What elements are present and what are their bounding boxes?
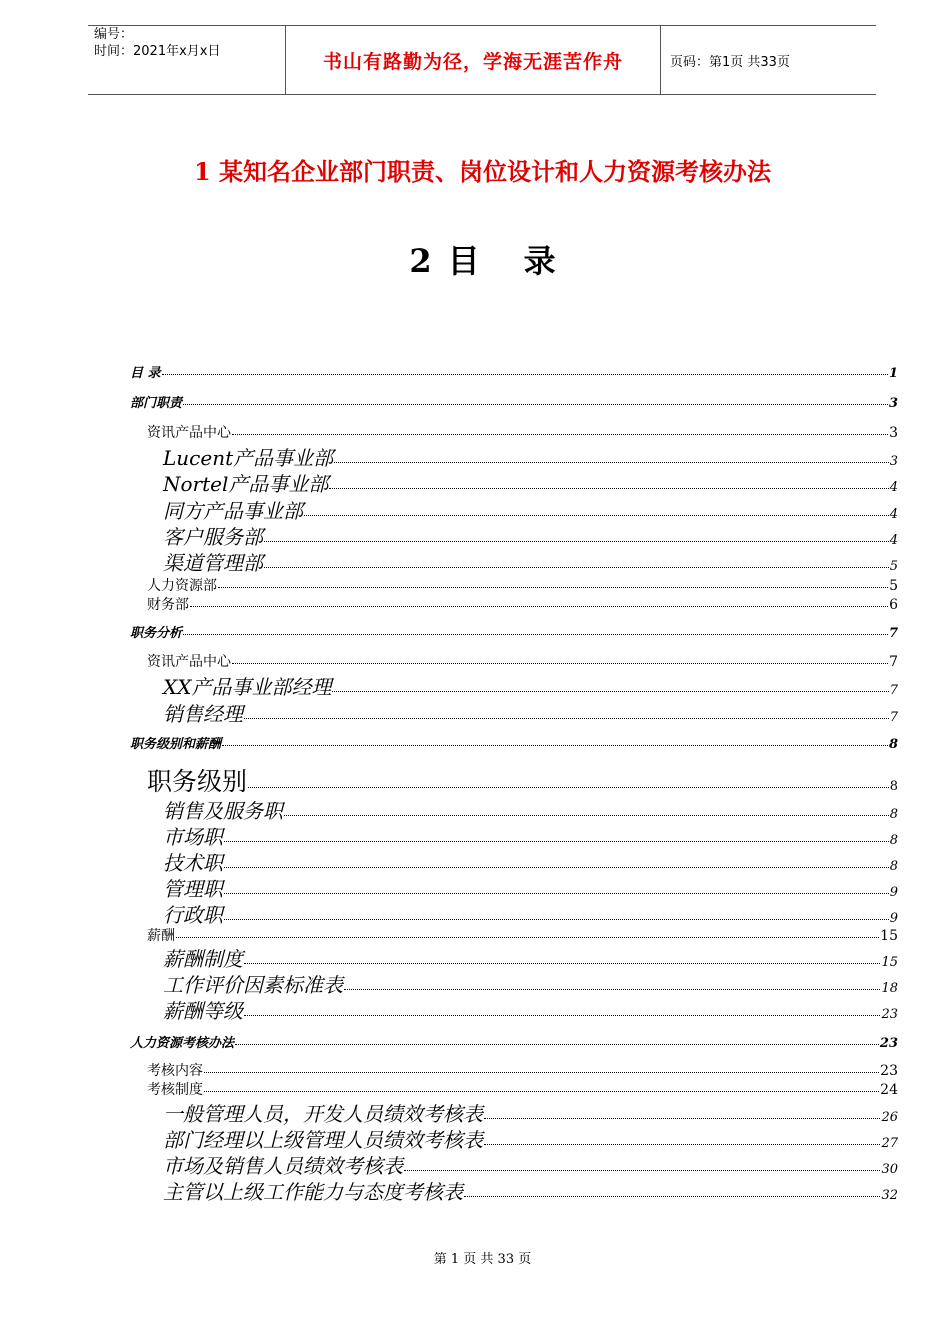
toc-entry[interactable] <box>130 1150 898 1179</box>
toc-entry-page: 23 <box>880 1063 898 1079</box>
toc-entry-label: 部门经理以上级管理人员绩效考核表 <box>163 1128 483 1152</box>
toc-entry-label: 销售及服务职 <box>163 799 283 823</box>
toc-entry-page: 7 <box>889 654 898 670</box>
toc-entry-page: 30 <box>881 1162 898 1177</box>
toc-entry[interactable] <box>130 1098 898 1127</box>
toc-entry-page: 8 <box>889 859 898 874</box>
toc-entry[interactable] <box>130 943 898 972</box>
toc-entry-label: 同方产品事业部 <box>163 499 303 523</box>
toc-entry-page: 7 <box>888 626 898 641</box>
toc-entry[interactable] <box>130 1124 898 1153</box>
toc-entry-page: 27 <box>881 1136 898 1151</box>
toc-entry-label: 职务级别和薪酬 <box>130 737 222 752</box>
toc-entry-label: 管理职 <box>163 877 223 901</box>
header-number-label: 编号： <box>94 27 134 42</box>
toc-entry[interactable] <box>130 925 898 945</box>
toc-entry-label: 销售经理 <box>163 702 243 726</box>
toc-entry-page: 23 <box>881 1007 898 1022</box>
header-time-label: 时间：2021年x月x日 <box>94 44 221 59</box>
toc-entry[interactable] <box>130 795 898 824</box>
toc-entry[interactable] <box>130 762 898 798</box>
toc-entry[interactable] <box>130 1060 898 1080</box>
header-page-label: 页码：第1页 共33页 <box>670 54 790 70</box>
toc-entry-label: 财务部 <box>147 597 189 613</box>
toc-entry-page: 7 <box>889 683 898 698</box>
toc-entry-page: 8 <box>889 833 898 848</box>
toc-entry-label: 客户服务部 <box>163 525 263 549</box>
toc-entry[interactable] <box>130 362 898 381</box>
toc-heading <box>0 236 950 282</box>
toc-entry-page: 3 <box>888 396 898 411</box>
toc-entry-page: 18 <box>881 981 898 996</box>
toc-entry[interactable] <box>130 622 898 641</box>
toc-entry-label: 薪酬等级 <box>163 999 243 1023</box>
toc-heading-number: 2 <box>409 242 432 280</box>
toc-entry-page: 7 <box>889 710 898 725</box>
toc-entry-label: 资讯产品中心 <box>147 425 231 441</box>
toc-entry-label: 人力资源部 <box>147 578 217 594</box>
toc-entry-page: 26 <box>881 1110 898 1125</box>
toc-entry-label: 技术职 <box>163 851 223 875</box>
toc-entry-page: 9 <box>889 885 898 900</box>
toc-entry-page: 4 <box>889 507 898 522</box>
toc-entry-label: 主管以上级工作能力与态度考核表 <box>163 1180 463 1204</box>
toc-entry-label: 行政职 <box>163 903 223 927</box>
toc-entry-page: 1 <box>888 366 898 381</box>
toc-entry-page: 5 <box>889 578 898 594</box>
toc-entry[interactable] <box>130 698 898 727</box>
toc-entry[interactable] <box>130 821 898 850</box>
toc-entry[interactable] <box>130 594 898 614</box>
toc-entry-page: 3 <box>889 425 898 441</box>
toc-entry[interactable] <box>130 995 898 1024</box>
toc-entry[interactable] <box>130 495 898 524</box>
toc-entry[interactable] <box>130 547 898 576</box>
toc-entry[interactable] <box>130 651 898 671</box>
toc-entry[interactable] <box>130 873 898 902</box>
toc-entry[interactable] <box>130 1079 898 1099</box>
toc-entry-label: Nortel产品事业部 <box>163 472 329 496</box>
toc-entry[interactable] <box>130 969 898 998</box>
toc-entry-page: 15 <box>880 928 898 944</box>
header-motto: 书山有路勤为径，学海无涯苦作舟 <box>286 26 661 94</box>
toc-entry-page: 6 <box>889 597 898 613</box>
toc-entry[interactable] <box>130 671 898 700</box>
toc-entry-label: 考核内容 <box>147 1063 203 1079</box>
toc-entry-label: 职务分析 <box>130 626 183 641</box>
toc-entry[interactable] <box>130 899 898 928</box>
toc-entry-page: 4 <box>889 480 898 495</box>
toc-entry-page: 24 <box>880 1082 898 1098</box>
toc-entry-label: 一般管理人员，开发人员绩效考核表 <box>163 1102 483 1126</box>
toc-entry[interactable] <box>130 847 898 876</box>
toc-entry-label: 考核制度 <box>147 1082 203 1098</box>
toc-entry-page: 3 <box>889 454 898 469</box>
toc-entry-page: 15 <box>881 955 898 970</box>
toc-entry[interactable] <box>130 733 898 752</box>
toc-entry-label: 渠道管理部 <box>163 551 263 575</box>
toc-entry-label: 市场及销售人员绩效考核表 <box>163 1154 403 1178</box>
toc-entry-label: 职务级别 <box>147 767 248 796</box>
toc-entry-page: 4 <box>889 533 898 548</box>
toc-heading-char-2: 录 <box>523 242 556 280</box>
toc-entry[interactable] <box>130 422 898 442</box>
toc-entry-label: 人力资源考核办法 <box>130 1036 235 1051</box>
toc-entry-label: 目 录 <box>130 366 161 381</box>
toc-entry-label: XX产品事业部经理 <box>163 675 332 699</box>
toc-heading-char-1: 目 <box>447 242 480 280</box>
toc-entry-page: 8 <box>888 737 898 752</box>
page-header <box>88 25 876 95</box>
toc-entry[interactable] <box>130 442 898 471</box>
page-footer: 第 1 页 共 33 页 <box>433 1252 532 1267</box>
toc-entry-page: 5 <box>889 559 898 574</box>
toc-entry-label: 资讯产品中心 <box>147 654 231 670</box>
toc-entry[interactable] <box>130 392 898 411</box>
toc-entry-label: Lucent产品事业部 <box>163 446 334 470</box>
toc-entry-label: 工作评价因素标准表 <box>163 973 343 997</box>
toc-entry-page: 23 <box>879 1036 898 1051</box>
document-title: 1 某知名企业部门职责、岗位设计和人力资源考核办法 <box>193 157 772 186</box>
toc-entry-page: 32 <box>881 1188 898 1203</box>
toc-entry-label: 薪酬 <box>147 928 175 944</box>
toc-entry[interactable] <box>130 1032 898 1051</box>
toc-entry[interactable] <box>130 1176 898 1205</box>
header-info-cell <box>88 26 286 94</box>
toc-entry-page: 9 <box>889 911 898 926</box>
toc-entry[interactable] <box>130 468 898 497</box>
toc-entry-label: 市场职 <box>163 825 223 849</box>
toc-entry-label: 薪酬制度 <box>163 947 243 971</box>
toc-entry-label: 部门职责 <box>130 396 183 411</box>
toc-entry-page: 8 <box>889 807 898 822</box>
toc-entry[interactable] <box>130 521 898 550</box>
toc-entry-page: 8 <box>889 779 898 794</box>
toc-entry[interactable] <box>130 575 898 595</box>
